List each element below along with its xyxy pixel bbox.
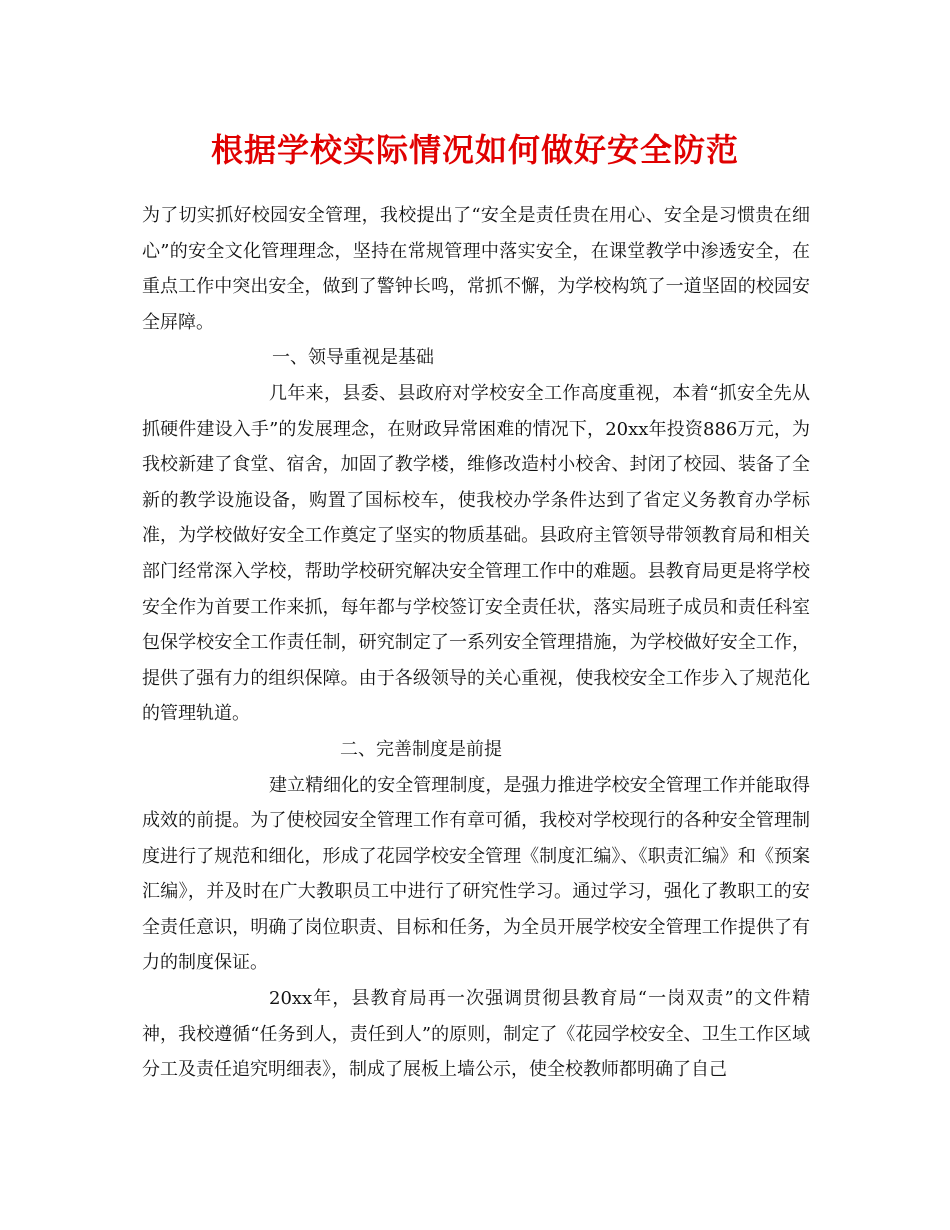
section-heading-2: 二、完善制度是前提	[340, 738, 502, 760]
body-paragraph: 20xx年，县教育局再一次强调贯彻县教育局“一岗双责”的文件精神，我校遵循“任务到人，责任到人”的原则，制定了《花园学校安全、卫生工作区域分工及责任追究明细表》，制成了展板上墙公示，使全校教师都明确了自己	[142, 988, 810, 1081]
body-paragraph: 建立精细化的安全管理制度，是强力推进学校安全管理工作并能取得成效的前提。为了使校园安全管理工作有章可循，我校对学校现行的各种安全管理制度进行了规范和细化，形成了花园学校安全管理《制度汇编》、《职责汇编》和《预案汇编》，并及时在广大教职员工中进行了研究性学习。通过学习，强化了教职工的安全责任意识，明确了岗位职责、目标和任务，为全员开展学校安全管理工作提供了有力的制度保证。	[142, 774, 810, 974]
document-title: 根据学校实际情况如何做好安全防范	[210, 131, 739, 169]
intro-paragraph: 为了切实抓好校园安全管理，我校提出了“安全是责任贵在用心、安全是习惯贵在细心”的安全文化管理理念，坚持在常规管理中落实安全，在课堂教学中渗透安全，在重点工作中突出安全，做到了警钟长鸣，常抓不懈，为学校构筑了一道坚固的校园安全屏障。	[142, 205, 810, 333]
section-heading-1: 一、领导重视是基础	[272, 347, 434, 369]
body-paragraph: 几年来，县委、县政府对学校安全工作高度重视，本着“抓安全先从抓硬件建设入手”的发展理念，在财政异常困难的情况下，20xx年投资886万元，为我校新建了食堂、宿舍，加固了教学楼，维修改造村小校舍、封闭了校园、装备了全新的教学设施设备，购置了国标校车，使我校办学条件达到了省定义务教育办学标准，为学校做好安全工作奠定了坚实的物质基础。县政府主管领导带领教育局和相关部门经常深入学校，帮助学校研究解决安全管理工作中的难题。县教育局更是将学校安全作为首要工作来抓，每年都与学校签订安全责任状，落实局班子成员和责任科室包保学校安全工作责任制，研究制定了一系列安全管理措施，为学校做好安全工作，提供了强有力的组织保障。由于各级领导的关心重视，使我校安全工作步入了规范化的管理轨道。	[142, 382, 810, 725]
document-body	[142, 198, 810, 1088]
